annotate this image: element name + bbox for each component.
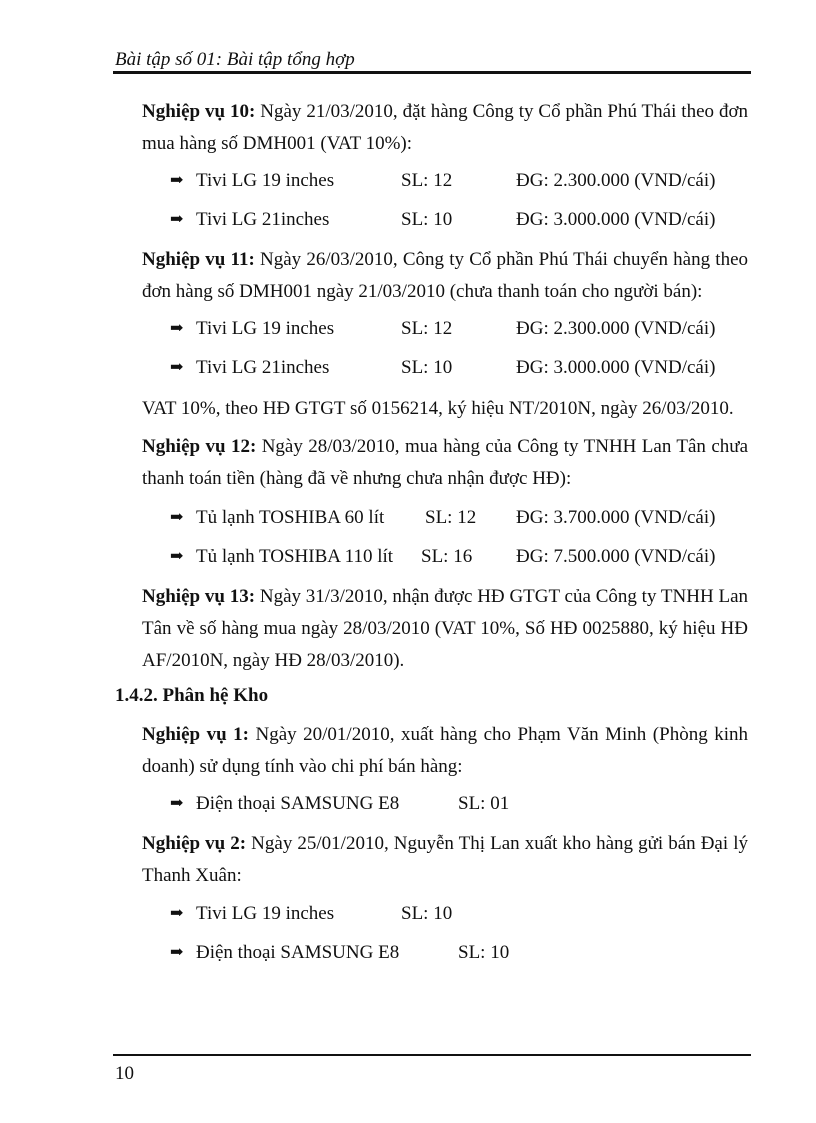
item-quantity: SL: 10 — [401, 209, 453, 230]
item-name: Tivi LG 19 inches — [196, 318, 335, 339]
item-name: Điện thoại SAMSUNG E8 — [196, 942, 400, 963]
item-name: Tivi LG 19 inches — [196, 170, 335, 191]
header-title: Bài tập số 01: Bài tập tổng hợp — [115, 49, 355, 70]
item-quantity: SL: 16 — [421, 546, 473, 567]
item-price: ĐG: 7.500.000 (VND/cái) — [516, 546, 716, 567]
page-number: 10 — [115, 1063, 134, 1084]
warehouse-transaction-1 — [142, 719, 748, 783]
right-arrow-icon: ➡ — [170, 211, 184, 228]
header-divider — [113, 71, 751, 74]
item-quantity: SL: 10 — [458, 942, 510, 963]
right-arrow-icon: ➡ — [170, 944, 184, 961]
item-name: Tivi LG 21inches — [196, 357, 330, 378]
warehouse-transaction-2 — [142, 828, 748, 892]
item-price: ĐG: 3.000.000 (VND/cái) — [516, 357, 716, 378]
right-arrow-icon: ➡ — [170, 905, 184, 922]
item-price: ĐG: 3.000.000 (VND/cái) — [516, 209, 716, 230]
section-heading: 1.4.2. Phân hệ Kho — [115, 685, 269, 706]
item-quantity: SL: 12 — [401, 170, 453, 191]
transaction-label: Nghiệp vụ 13: — [142, 586, 256, 607]
right-arrow-icon: ➡ — [170, 795, 184, 812]
transaction-text: Ngày 20/01/2010, xuất hàng cho Phạm Văn Minh (Phòng kinh doanh) sử dụng tính vào chi phí bán hàng: — [142, 724, 748, 777]
item-price: ĐG: 3.700.000 (VND/cái) — [516, 507, 716, 528]
item-quantity: SL: 10 — [401, 357, 453, 378]
item-quantity: SL: 01 — [458, 793, 510, 814]
transaction-label: Nghiệp vụ 10: — [142, 101, 256, 122]
item-price: ĐG: 2.300.000 (VND/cái) — [516, 170, 716, 191]
item-quantity: SL: 10 — [401, 903, 453, 924]
right-arrow-icon: ➡ — [170, 359, 184, 376]
transaction-text: Ngày 31/3/2010, nhận được HĐ GTGT của Công ty TNHH Lan Tân về số hàng mua ngày 28/03/2010 (VAT 10%, Số HĐ 0025880, ký hiệu HĐ AF/2010N, ngày HĐ 28/03/2010). — [142, 586, 748, 671]
transaction-label: Nghiệp vụ 12: — [142, 436, 257, 457]
item-name: Điện thoại SAMSUNG E8 — [196, 793, 400, 814]
vat-note: VAT 10%, theo HĐ GTGT số 0156214, ký hiệu NT/2010N, ngày 26/03/2010. — [142, 398, 734, 419]
item-name: Tủ lạnh TOSHIBA 110 lít — [196, 546, 394, 567]
footer-divider — [113, 1054, 751, 1056]
transaction-text: Ngày 25/01/2010, Nguyễn Thị Lan xuất kho hàng gửi bán Đại lý Thanh Xuân: — [142, 833, 748, 886]
transaction-10 — [142, 96, 748, 160]
transaction-label: Nghiệp vụ 2: — [142, 833, 247, 854]
item-quantity: SL: 12 — [425, 507, 477, 528]
item-quantity: SL: 12 — [401, 318, 453, 339]
right-arrow-icon: ➡ — [170, 172, 184, 189]
transaction-text: Ngày 21/03/2010, đặt hàng Công ty Cổ phần Phú Thái theo đơn mua hàng số DMH001 (VAT 10%): — [142, 101, 748, 154]
right-arrow-icon: ➡ — [170, 509, 184, 526]
transaction-label: Nghiệp vụ 11: — [142, 249, 255, 270]
transaction-text: Ngày 26/03/2010, Công ty Cổ phần Phú Thái chuyển hàng theo đơn hàng số DMH001 ngày 21/03/2010 (chưa thanh toán cho người bán): — [142, 249, 749, 302]
transaction-text: Ngày 28/03/2010, mua hàng của Công ty TNHH Lan Tân chưa thanh toán tiền (hàng đã về nhưng chưa nhận được HĐ): — [142, 436, 748, 489]
item-name: Tủ lạnh TOSHIBA 60 lít — [196, 507, 385, 528]
transaction-11 — [142, 244, 748, 308]
transaction-12 — [142, 431, 748, 495]
right-arrow-icon: ➡ — [170, 320, 184, 337]
right-arrow-icon: ➡ — [170, 548, 184, 565]
transaction-13 — [142, 581, 748, 677]
item-name: Tivi LG 19 inches — [196, 903, 335, 924]
item-price: ĐG: 2.300.000 (VND/cái) — [516, 318, 716, 339]
transaction-label: Nghiệp vụ 1: — [142, 724, 249, 745]
item-name: Tivi LG 21inches — [196, 209, 330, 230]
